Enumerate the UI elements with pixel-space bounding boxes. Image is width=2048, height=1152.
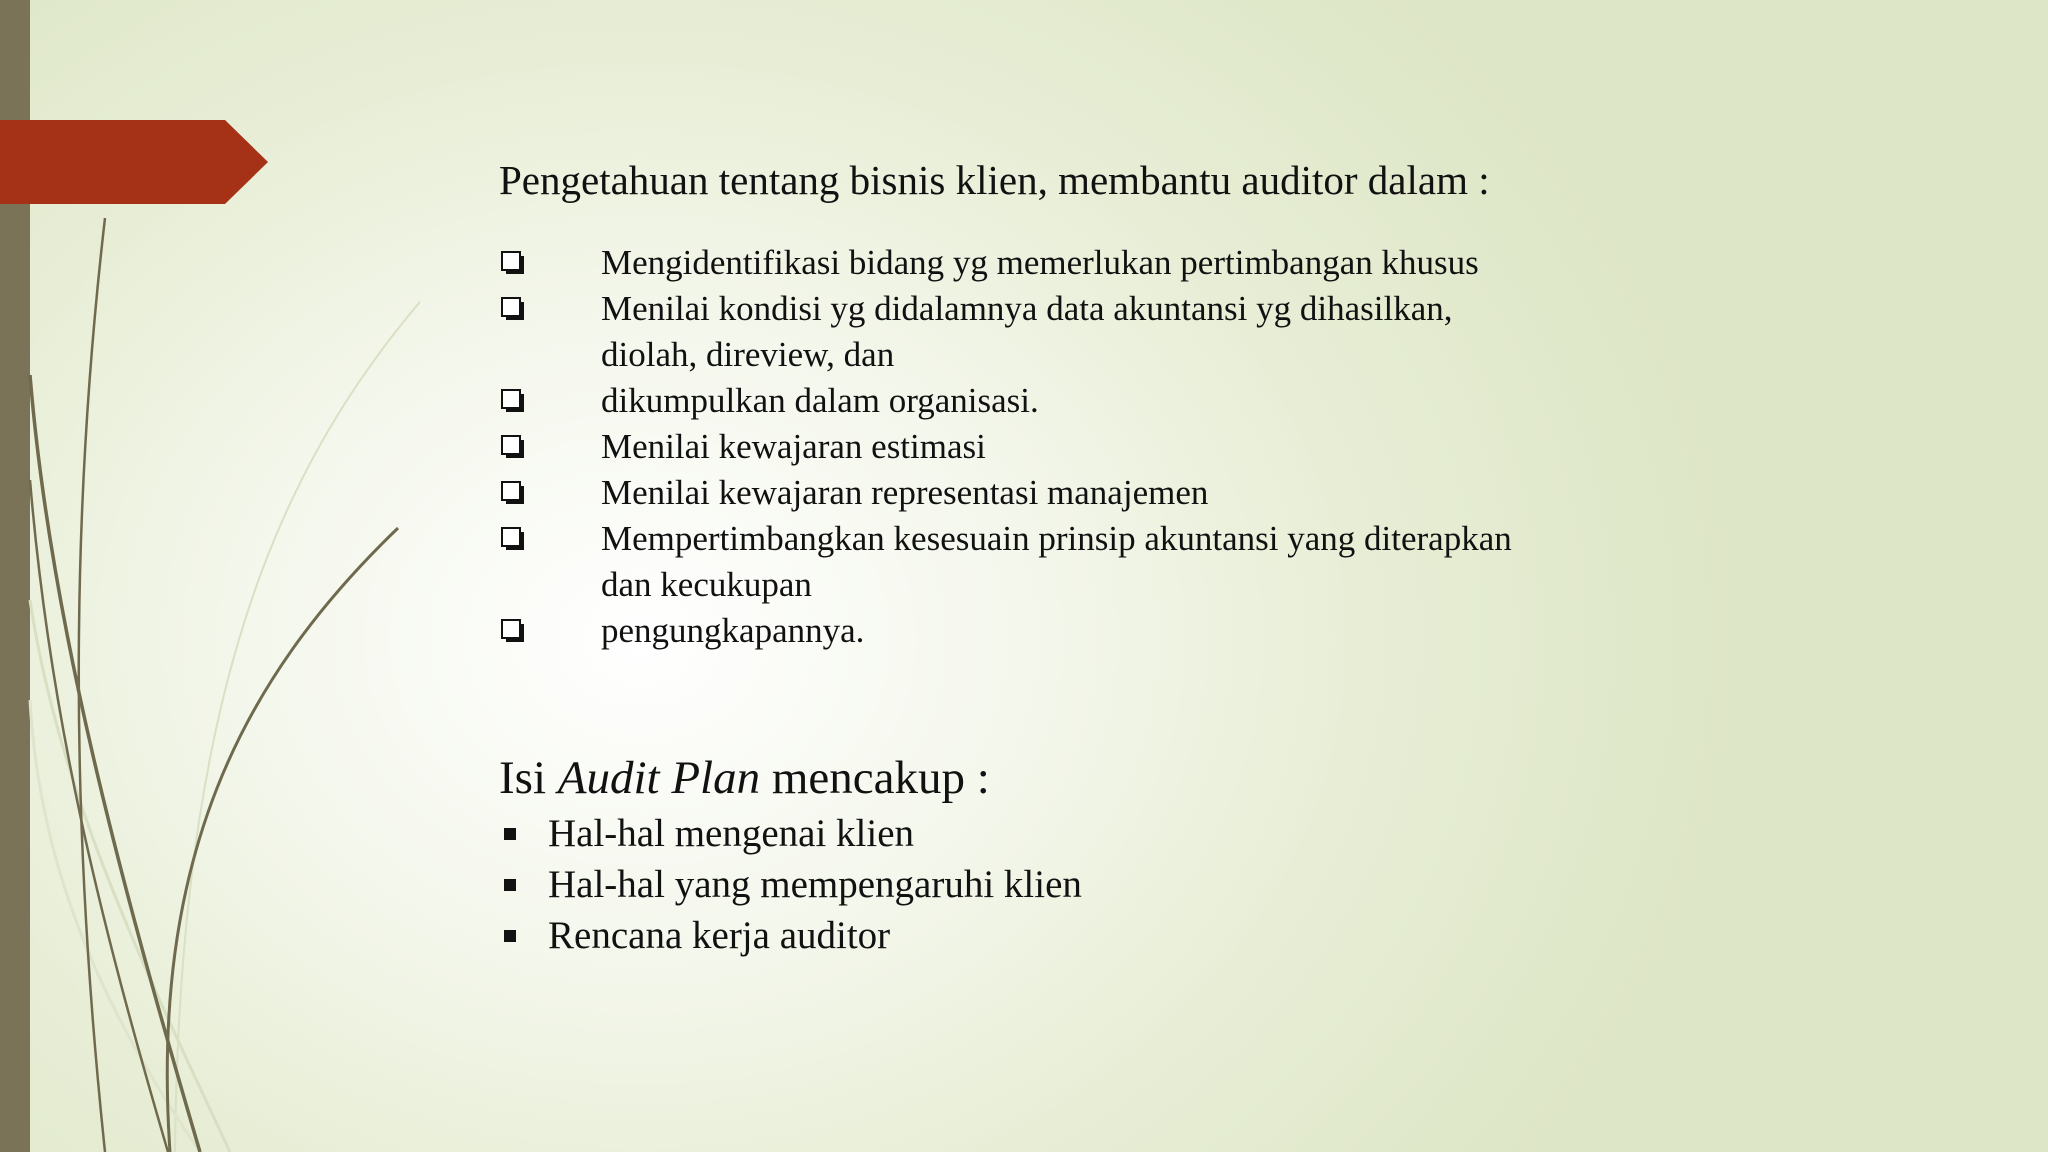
audit-plan-suffix: mencakup : — [760, 752, 990, 804]
square-bullet-icon — [504, 828, 516, 840]
checkbox-bullet-icon — [501, 619, 525, 643]
checkbox-bullet-icon — [501, 389, 525, 413]
list-item-text: Menilai kewajaran estimasi — [601, 427, 986, 466]
checkbox-bullet-icon — [501, 527, 525, 551]
audit-plan-list — [499, 808, 1799, 961]
checkbox-list — [499, 240, 1799, 654]
audit-plan-emphasis: Audit Plan — [557, 752, 761, 804]
list-item — [499, 516, 1799, 562]
checkbox-bullet-icon — [501, 435, 525, 459]
audit-plan-prefix: Isi — [499, 752, 558, 804]
audit-plan-heading — [499, 748, 1799, 808]
list-item — [499, 808, 1799, 859]
list-item-text: diolah, direview, dan — [601, 335, 895, 374]
square-bullet-icon — [504, 930, 516, 942]
checkbox-bullet-icon — [501, 481, 525, 505]
list-item — [499, 424, 1799, 470]
list-item-text: Mengidentifikasi bidang yg memerlukan pertimbangan khusus — [601, 243, 1479, 282]
list-item — [499, 286, 1799, 332]
checkbox-bullet-icon — [501, 297, 525, 321]
list-item — [499, 859, 1799, 910]
square-bullet-icon — [504, 879, 516, 891]
list-item — [499, 240, 1799, 286]
list-item-text: dikumpulkan dalam organisasi. — [601, 381, 1039, 420]
list-item-text: dan kecukupan — [601, 565, 812, 604]
checkbox-bullet-icon — [501, 251, 525, 275]
slide-content — [499, 150, 1799, 961]
intro-heading: Pengetahuan tentang bisnis klien, membantu auditor dalam : — [499, 157, 1490, 203]
list-item-text: Mempertimbangkan kesesuain prinsip akuntansi yang diterapkan — [601, 519, 1512, 558]
list-item — [499, 470, 1799, 516]
list-item-text: Hal-hal mengenai klien — [548, 812, 915, 855]
list-item — [499, 608, 1799, 654]
list-item — [499, 910, 1799, 961]
list-item-text: pengungkapannya. — [601, 611, 865, 650]
list-item-text: Menilai kondisi yg didalamnya data akuntansi yg dihasilkan, — [601, 289, 1453, 328]
list-item-text: Menilai kewajaran representasi manajemen — [601, 473, 1209, 512]
list-item — [499, 378, 1799, 424]
list-item-text: Rencana kerja auditor — [548, 914, 891, 957]
list-item-continuation — [499, 332, 1799, 378]
arrow-tab-shape — [0, 120, 270, 204]
list-item-text: Hal-hal yang mempengaruhi klien — [548, 863, 1082, 906]
list-item-continuation — [499, 562, 1799, 608]
